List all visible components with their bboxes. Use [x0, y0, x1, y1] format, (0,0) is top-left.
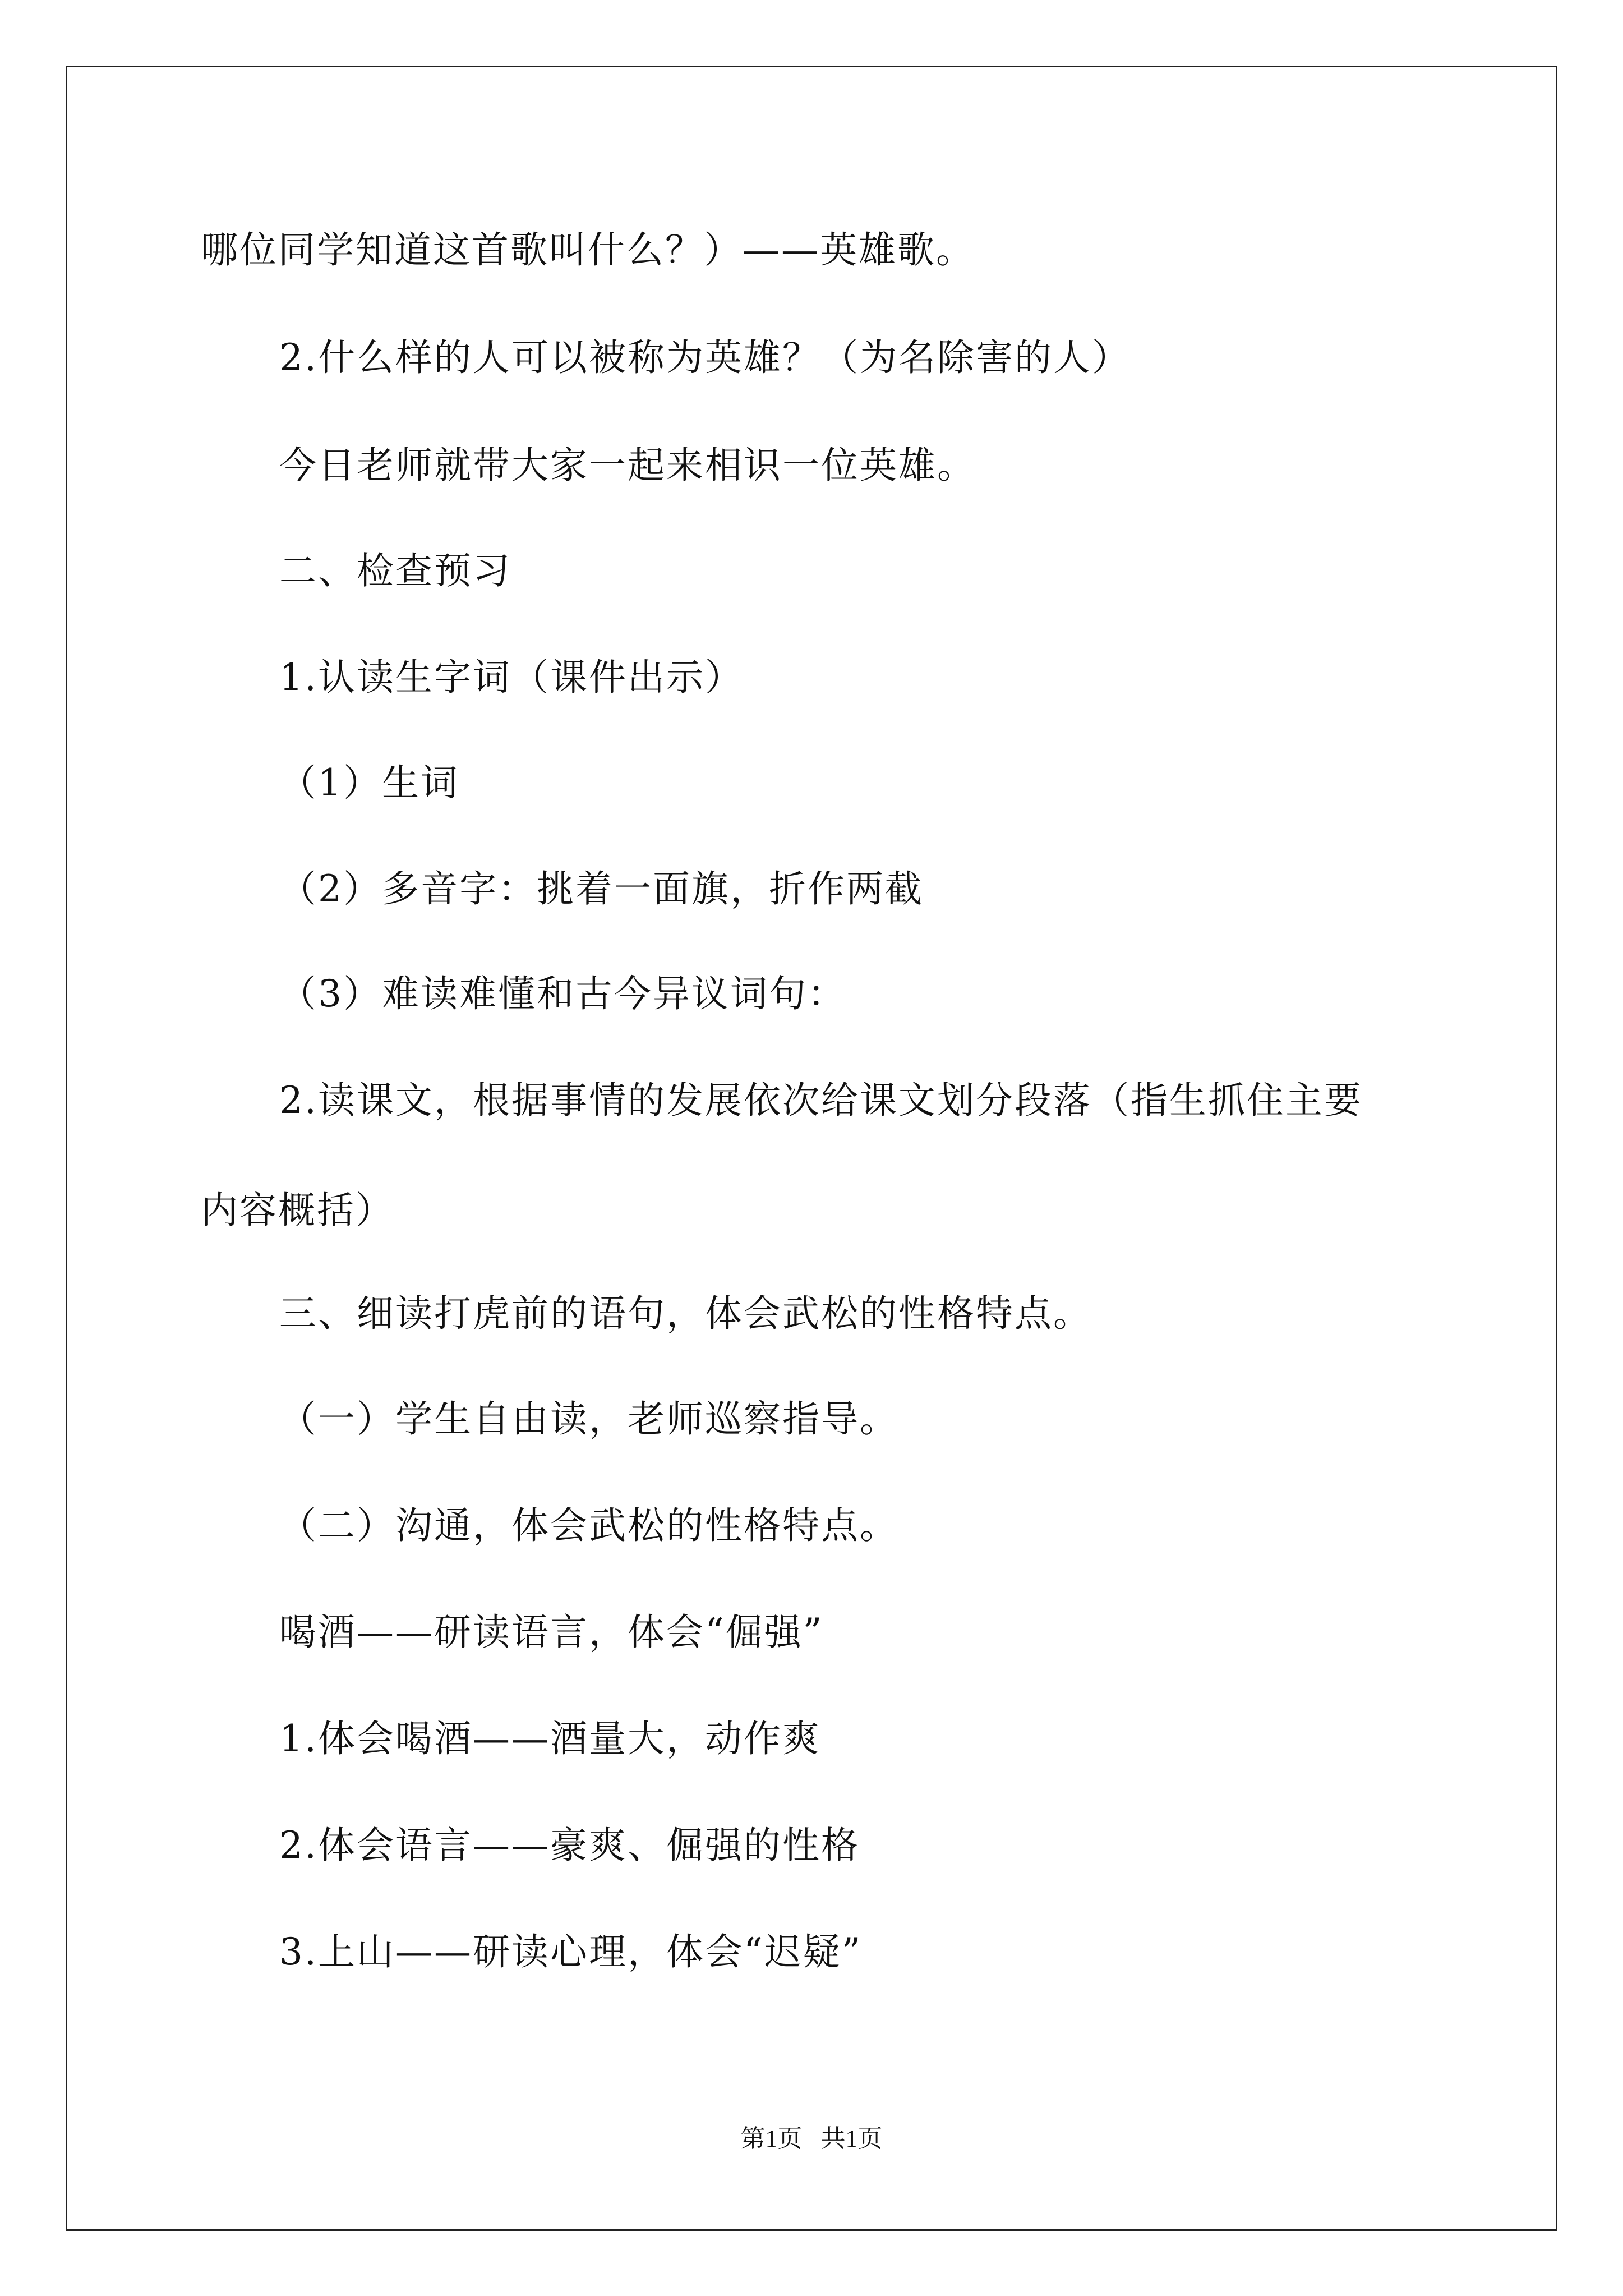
text-line: （一）学生自由读，老师巡察指导。 [279, 1397, 898, 1441]
text-line: 内容概括） [201, 1189, 394, 1232]
text-line: 1.体会喝酒——酒量大，动作爽 [279, 1717, 821, 1760]
text-line: （1）生词 [279, 761, 459, 804]
section-heading: 三、细读打虎前的语句，体会武松的性格特点。 [279, 1292, 1092, 1335]
section-heading: 二、检查预习 [279, 549, 511, 592]
text-line: （2）多音字：挑着一面旗，折作两截 [279, 867, 924, 910]
text-line: 2.什么样的人可以被称为英雄？（为名除害的人） [279, 336, 1131, 379]
text-line: 哪位同学知道这首歌叫什么？）——英雄歌。 [201, 228, 975, 272]
text-line: （3）难读难懂和古今异议词句： [279, 972, 846, 1015]
text-line: 1.认读生字词（课件出示） [279, 656, 744, 699]
text-line: 2.读课文，根据事情的发展依次给课文划分段落（指生抓住主要 [279, 1079, 1363, 1122]
text-line: 2.体会语言——豪爽、倔强的性格 [279, 1824, 860, 1867]
text-line: （二）沟通，体会武松的性格特点。 [279, 1504, 898, 1547]
page-footer: 第1页 共1页 [740, 2125, 883, 2152]
page-border [66, 66, 1557, 2231]
text-line: 今日老师就带大家一起来相识一位英雄。 [279, 444, 976, 487]
text-line: 3.上山——研读心理，体会“迟疑” [279, 1930, 863, 1973]
text-line: 喝酒——研读语言，体会“倔强” [279, 1611, 824, 1654]
